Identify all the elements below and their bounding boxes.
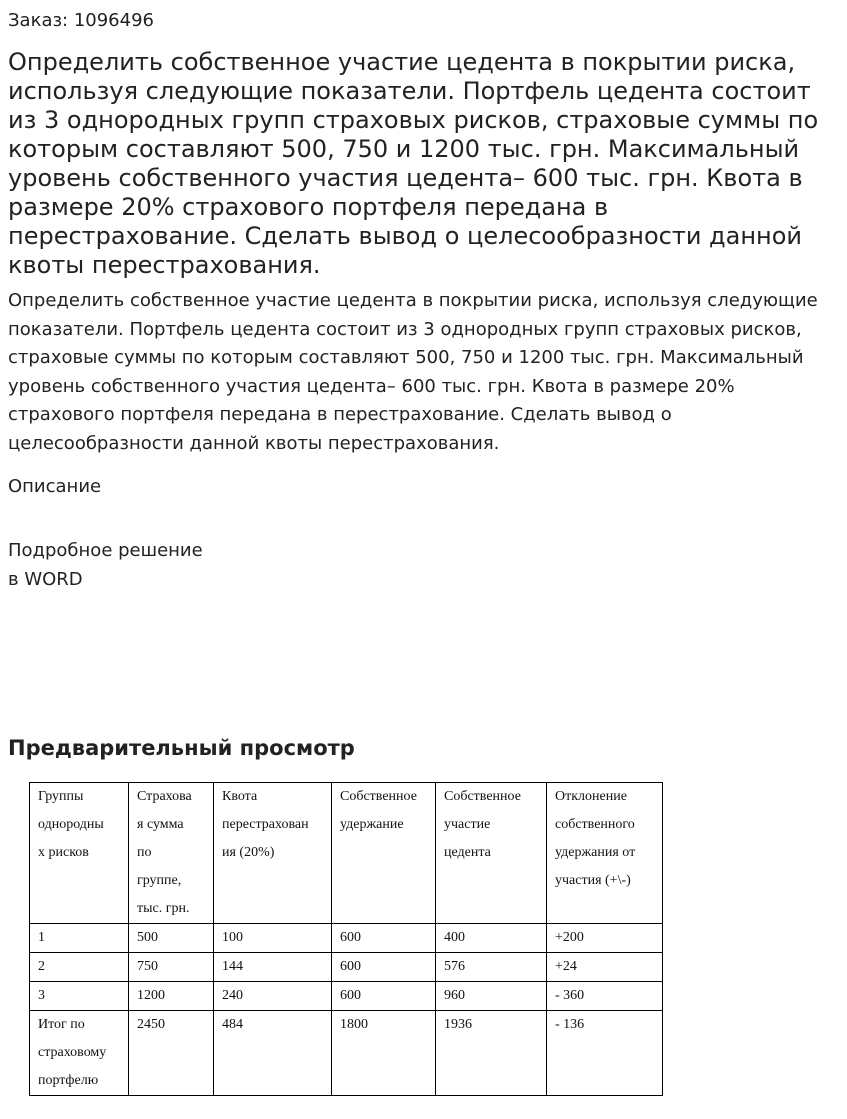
preview-table [29,782,663,1096]
header-cell [332,783,436,924]
header-cell [129,783,214,924]
table-cell: 3 [30,982,129,1011]
table-cell: +24 [547,953,663,982]
table-row [30,924,663,953]
total-label-line: Итог по [38,1017,85,1032]
header-line: х рисков [38,845,89,860]
header-line: собственного [555,817,635,832]
total-cell: 484 [214,1011,332,1096]
header-line: ия (20%) [222,845,275,860]
table-cell: 576 [436,953,547,982]
table-cell: 100 [214,924,332,953]
header-line: удержание [340,817,404,832]
header-line: Страхова [137,789,192,804]
total-cell: - 136 [547,1011,663,1096]
table-row [30,982,663,1011]
header-cell [30,783,129,924]
total-cell: 1800 [332,1011,436,1096]
table-cell: 600 [332,982,436,1011]
total-label-line: портфелю [38,1073,99,1088]
header-line: Собственное [444,789,521,804]
task-title: Определить собственное участие цедента в покрытии риска, используя следующие показатели. Портфель цедента состоит из 3 однородных групп страховых рисков, страховые суммы по которым составляют 500, 750 и 1200 тыс. грн. Максимальный уровень собственного участия цедента– 600 тыс. грн. Квота в размере 20% страхового портфеля передана в перестрахование. Сделать вывод о целесообразности данной квоты перестрахования. [8,48,819,279]
solution-info [8,536,203,594]
table-cell: 600 [332,924,436,953]
header-line: цедента [444,845,491,860]
header-line: участие [444,817,491,832]
header-line: Группы [38,789,84,804]
table-cell: 600 [332,953,436,982]
table-cell: 144 [214,953,332,982]
table-header-row [30,783,663,924]
header-line: Собственное [340,789,417,804]
table-cell: 400 [436,924,547,953]
header-cell [547,783,663,924]
table-cell: 1 [30,924,129,953]
table-cell: 500 [129,924,214,953]
table-cell: 750 [129,953,214,982]
header-line: однородны [38,817,104,832]
header-line: перестрахован [222,817,309,832]
header-line: Отклонение [555,789,627,804]
header-line: я сумма [137,817,184,832]
total-label-cell [30,1011,129,1096]
header-cell [436,783,547,924]
header-cell [214,783,332,924]
header-line: Квота [222,789,258,804]
header-line: удержания от [555,845,636,860]
table-cell: 1200 [129,982,214,1011]
preview-heading: Предварительный просмотр [8,736,355,760]
table-cell: +200 [547,924,663,953]
table-cell: - 360 [547,982,663,1011]
header-line: участия (+\-) [555,873,631,888]
task-description: Определить собственное участие цедента в покрытии риска, используя следующие показатели. Портфель цедента состоит из 3 однородных групп страховых рисков, страховые суммы по которым составляют 500, 750 и 1200 тыс. грн. Максимальный уровень собственного участия цедента– 600 тыс. грн. Квота в размере 20% страхового портфеля передана в перестрахование. Сделать вывод о целесообразности данной квоты перестрахования. [8,290,818,454]
total-cell: 2450 [129,1011,214,1096]
table-row [30,953,663,982]
total-cell: 1936 [436,1011,547,1096]
table-total-row [30,1011,663,1096]
solution-line: Подробное решение [8,540,203,561]
description-label: Описание [8,476,102,497]
header-line: тыс. грн. [137,901,190,916]
order-number: Заказ: 1096496 [8,10,154,31]
header-line: группе, [137,873,182,888]
table-cell: 2 [30,953,129,982]
total-label-line: страховому [38,1045,107,1060]
header-line: по [137,845,152,860]
table-cell: 960 [436,982,547,1011]
solution-format: в WORD [8,569,83,590]
table-cell: 240 [214,982,332,1011]
